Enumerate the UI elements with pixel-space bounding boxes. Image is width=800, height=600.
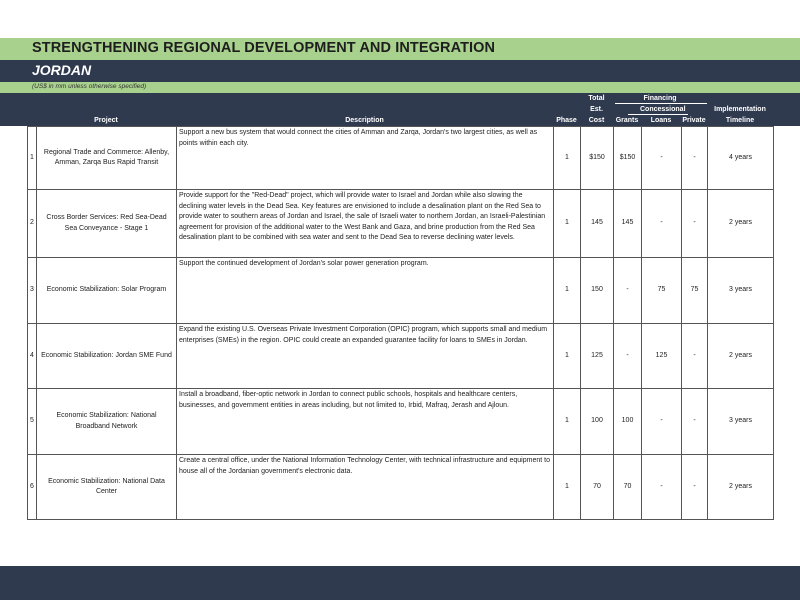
phase-cell: 1 <box>554 324 581 389</box>
loans-cell: - <box>642 190 682 258</box>
project-description: Provide support for the "Red-Dead" project, which will provide water to Israel and Jordan while also slowing the declining water levels in the Dead Sea. Key features are envisioned to include a desalination plant on the Red Sea to provide water to southern areas of Jordan and Israel, the sale of Israeli water to northern Jordan, an Israeli-Palestinian agreement for provision of the additional water to the West Bank and Gaza, and brine production from the Red Sea desalination plant to be combined with sea water and sent to the Dead Sea to reverse declining water levels. <box>177 190 554 258</box>
timeline-cell: 4 years <box>708 127 774 190</box>
col-project: Project <box>94 117 118 124</box>
col-total-2: Est. <box>590 106 603 113</box>
project-name: Cross Border Services: Red Sea-Dead Sea Conveyance - Stage 1 <box>37 190 177 258</box>
phase-cell: 1 <box>554 258 581 324</box>
row-number: 5 <box>28 389 37 455</box>
phase-cell: 1 <box>554 389 581 455</box>
loans-cell: - <box>642 127 682 190</box>
project-name: Economic Stabilization: Solar Program <box>37 258 177 324</box>
private-cell: - <box>682 190 708 258</box>
total-cost-cell: 70 <box>581 455 614 520</box>
col-financing: Financing <box>643 95 677 102</box>
project-description: Support a new bus system that would connect the cities of Amman and Zarqa, Jordan's two largest cities, as well as points within each city. <box>177 127 554 190</box>
grants-cell: - <box>614 324 642 389</box>
timeline-cell: 3 years <box>708 258 774 324</box>
project-name: Economic Stabilization: National Data Center <box>37 455 177 520</box>
table-row <box>28 127 774 190</box>
loans-cell: 75 <box>642 258 682 324</box>
loans-cell: - <box>642 455 682 520</box>
col-timeline-1: Implementation <box>714 106 766 113</box>
units-note: (US$ in mm unless otherwise specified) <box>32 83 147 90</box>
table-row <box>28 258 774 324</box>
private-cell: - <box>682 389 708 455</box>
table-row <box>28 389 774 455</box>
phase-cell: 1 <box>554 455 581 520</box>
table-row <box>28 324 774 389</box>
projects-table <box>27 126 774 520</box>
project-name: Economic Stabilization: National Broadband Network <box>37 389 177 455</box>
project-description: Install a broadband, fiber-optic network in Jordan to connect public schools, hospitals and healthcare centers, businesses, and government entities in areas including, but not limited to, Irbid, Mafraq, Jerash and Ajloun. <box>177 389 554 455</box>
col-timeline-2: Timeline <box>725 117 755 124</box>
project-name: Economic Stabilization: Jordan SME Fund <box>37 324 177 389</box>
row-number: 1 <box>28 127 37 190</box>
total-cost-cell: 145 <box>581 190 614 258</box>
row-number: 6 <box>28 455 37 520</box>
col-phase: Phase <box>556 117 577 124</box>
grants-cell: 100 <box>614 389 642 455</box>
title-band <box>0 38 800 60</box>
private-cell: 75 <box>682 258 708 324</box>
col-total-3: Cost <box>588 117 605 124</box>
table-row <box>28 190 774 258</box>
private-cell: - <box>682 455 708 520</box>
col-grants: Grants <box>615 117 639 124</box>
row-number: 4 <box>28 324 37 389</box>
col-description: Description <box>345 117 384 124</box>
col-private: Private <box>682 117 706 124</box>
timeline-cell: 3 years <box>708 389 774 455</box>
col-loans: Loans <box>650 117 672 124</box>
footer-band <box>0 566 800 600</box>
grants-cell: - <box>614 258 642 324</box>
phase-cell: 1 <box>554 190 581 258</box>
loans-cell: - <box>642 389 682 455</box>
row-number: 2 <box>28 190 37 258</box>
col-concessional: Concessional <box>640 106 686 113</box>
concessional-underline <box>628 114 688 115</box>
row-number: 3 <box>28 258 37 324</box>
total-cost-cell: $150 <box>581 127 614 190</box>
grants-cell: $150 <box>614 127 642 190</box>
phase-cell: 1 <box>554 127 581 190</box>
grants-cell: 145 <box>614 190 642 258</box>
private-cell: - <box>682 324 708 389</box>
grants-cell: 70 <box>614 455 642 520</box>
table-row <box>28 455 774 520</box>
financing-underline <box>615 103 707 104</box>
project-name: Regional Trade and Commerce: Allenby, Amman, Zarqa Bus Rapid Transit <box>37 127 177 190</box>
project-description: Support the continued development of Jordan's solar power generation program. <box>177 258 554 324</box>
units-band <box>0 82 800 93</box>
project-description: Create a central office, under the National Information Technology Center, with technical infrastructure and equipment to house all of the Jordanian government's electronic data. <box>177 455 554 520</box>
loans-cell: 125 <box>642 324 682 389</box>
total-cost-cell: 150 <box>581 258 614 324</box>
table-header <box>0 93 800 126</box>
country-title: JORDAN <box>32 62 92 78</box>
total-cost-cell: 125 <box>581 324 614 389</box>
project-description: Expand the existing U.S. Overseas Private Investment Corporation (OPIC) program, which supports small and medium enterprises (SMEs) in the region. OPIC could create an expanded guarantee facility for loans to SMEs in Jordan. <box>177 324 554 389</box>
page-title: STRENGTHENING REGIONAL DEVELOPMENT AND INTEGRATION <box>32 40 496 56</box>
timeline-cell: 2 years <box>708 455 774 520</box>
col-total-1: Total <box>588 95 605 102</box>
private-cell: - <box>682 127 708 190</box>
country-band <box>0 60 800 82</box>
timeline-cell: 2 years <box>708 324 774 389</box>
total-cost-cell: 100 <box>581 389 614 455</box>
timeline-cell: 2 years <box>708 190 774 258</box>
